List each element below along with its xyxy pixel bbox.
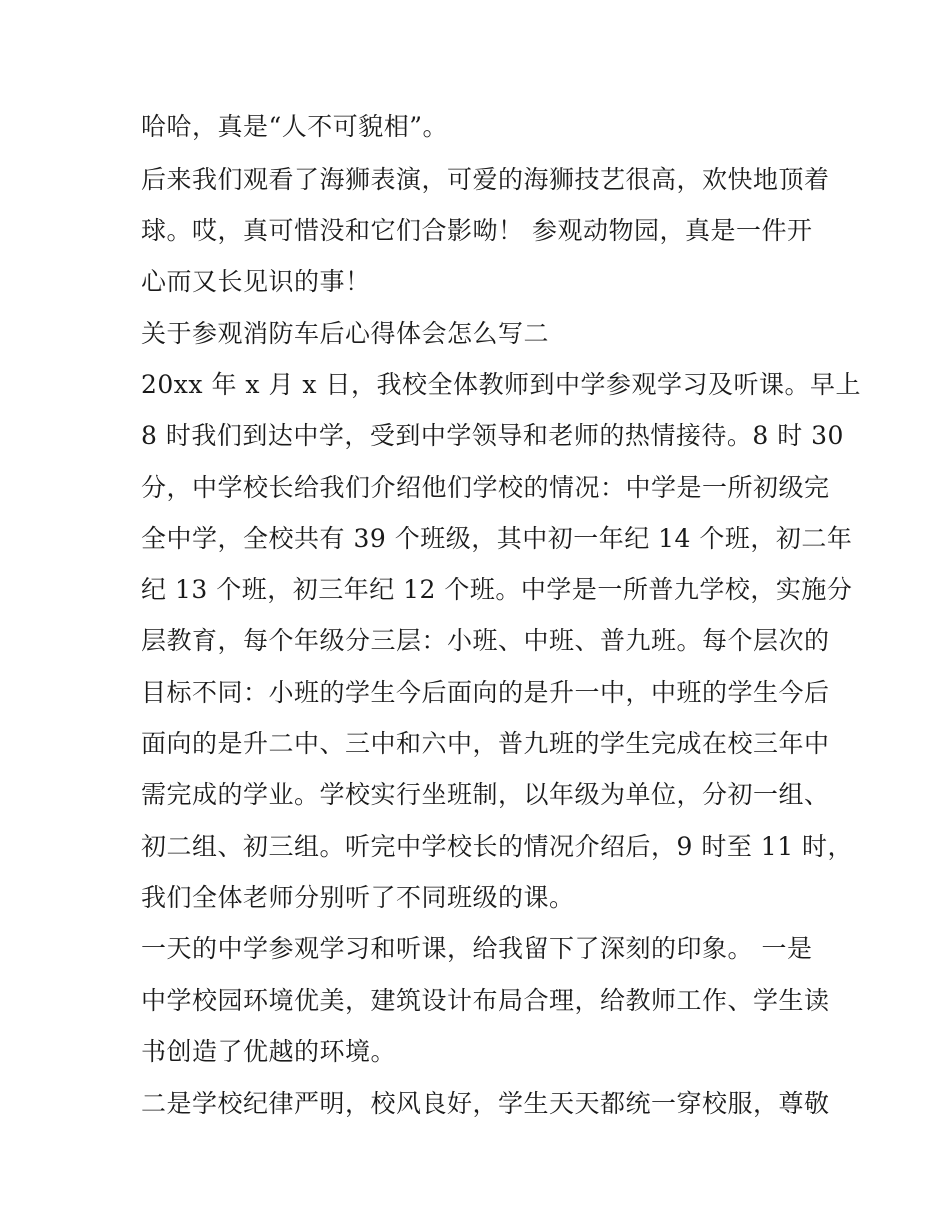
text-line: 全中学，全校共有 39 个班级，其中初一年纪 14 个班，初二年 bbox=[141, 524, 853, 553]
text-line: 目标不同：小班的学生今后面向的是升一中，中班的学生今后 bbox=[141, 678, 830, 707]
text-line: 二是学校纪律严明，校风良好，学生天天都统一穿校服，尊敬 bbox=[141, 1089, 830, 1118]
section-heading: 关于参观消防车后心得体会怎么写二 bbox=[141, 319, 550, 348]
text-line: 心而又长见识的事！ bbox=[141, 267, 371, 296]
text-line: 我们全体老师分别听了不同班级的课。 bbox=[141, 883, 575, 912]
text-line: 层教育，每个年级分三层：小班、中班、普九班。每个层次的 bbox=[141, 626, 830, 655]
text-line: 初二组、初三组。听完中学校长的情况介绍后，9 时至 11 时， bbox=[141, 832, 854, 861]
text-line: 后来我们观看了海狮表演，可爱的海狮技艺很高，欢快地顶着 bbox=[141, 165, 830, 194]
text-line: 一天的中学参观学习和听课，给我留下了深刻的印象。 一是 bbox=[141, 934, 813, 963]
text-line: 需完成的学业。学校实行坐班制，以年级为单位，分初一组、 bbox=[141, 780, 830, 809]
text-line: 中学校园环境优美，建筑设计布局合理，给教师工作、学生读 bbox=[141, 986, 830, 1015]
text-line: 球。哎，真可惜没和它们合影呦！ 参观动物园，真是一件开 bbox=[141, 216, 813, 245]
text-line: 分，中学校长给我们介绍他们学校的情况：中学是一所初级完 bbox=[141, 473, 830, 502]
text-line: 20xx 年 x 月 x 日，我校全体教师到中学参观学习及听课。早上 bbox=[141, 370, 861, 399]
text-line: 纪 13 个班，初三年纪 12 个班。中学是一所普九学校，实施分 bbox=[141, 575, 853, 604]
text-line: 书创造了优越的环境。 bbox=[141, 1037, 397, 1066]
text-line: 8 时我们到达中学，受到中学领导和老师的热情接待。8 时 30 bbox=[141, 421, 844, 450]
text-line: 哈哈，真是“人不可貌相”。 bbox=[141, 112, 449, 141]
text-line: 面向的是升二中、三中和六中，普九班的学生完成在校三年中 bbox=[141, 729, 830, 758]
